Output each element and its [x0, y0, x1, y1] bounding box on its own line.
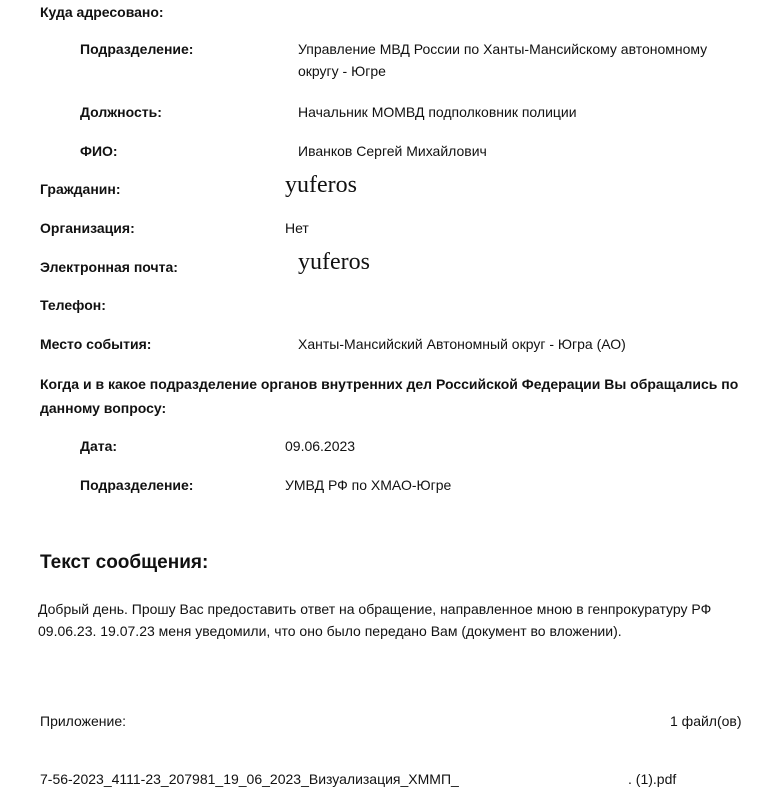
organization-value: Нет: [285, 220, 309, 236]
subdivision-label: Подразделение:: [80, 41, 194, 57]
citizen-label: Гражданин:: [40, 181, 121, 197]
phone-label: Телефон:: [40, 297, 106, 313]
message-title: Текст сообщения:: [40, 552, 209, 573]
previous-subdivision-label: Подразделение:: [80, 477, 194, 493]
place-value: Ханты-Мансийский Автономный округ - Югра (АО): [298, 336, 626, 352]
position-label: Должность:: [80, 104, 162, 120]
organization-label: Организация:: [40, 220, 135, 236]
attachment-count: 1 файл(ов): [670, 713, 742, 729]
date-value: 09.06.2023: [285, 438, 356, 454]
message-text: Добрый день. Прошу Вас предоставить ответ на обращение, направленное мною в генпрокуратуру РФ 09.06.23. 19.07.23 меня уведомили, что оно было передано Вам (документ во вложении).: [38, 601, 712, 639]
fio-value: Иванков Сергей Михайлович: [298, 143, 487, 159]
subdivision-value: Управление МВД России по Ханты-Мансийскому автономному округу - Югре: [298, 41, 708, 79]
citizen-value: yuferos: [285, 172, 357, 198]
attachment-label: Приложение:: [40, 713, 127, 729]
place-label: Место события:: [40, 336, 152, 352]
date-label: Дата:: [80, 438, 118, 454]
addressed-title: Куда адресовано:: [40, 4, 164, 20]
previous-appeal-question: Когда и в какое подразделение органов внутренних дел Российской Федерации Вы обращались по данному вопросу:: [40, 376, 739, 416]
position-value: Начальник МОМВД подполковник полиции: [298, 104, 577, 120]
email-label: Электронная почта:: [40, 259, 178, 275]
email-value: yuferos: [298, 249, 370, 275]
attachment-file-name[interactable]: 7-56-2023_4111-23_207981_19_06_2023_Визуализация_ХММП_: [40, 771, 459, 787]
attachment-file-suffix[interactable]: . (1).pdf: [628, 771, 677, 787]
previous-subdivision-value: УМВД РФ по ХМАО-Югре: [285, 477, 452, 493]
fio-label: ФИО:: [80, 143, 118, 159]
